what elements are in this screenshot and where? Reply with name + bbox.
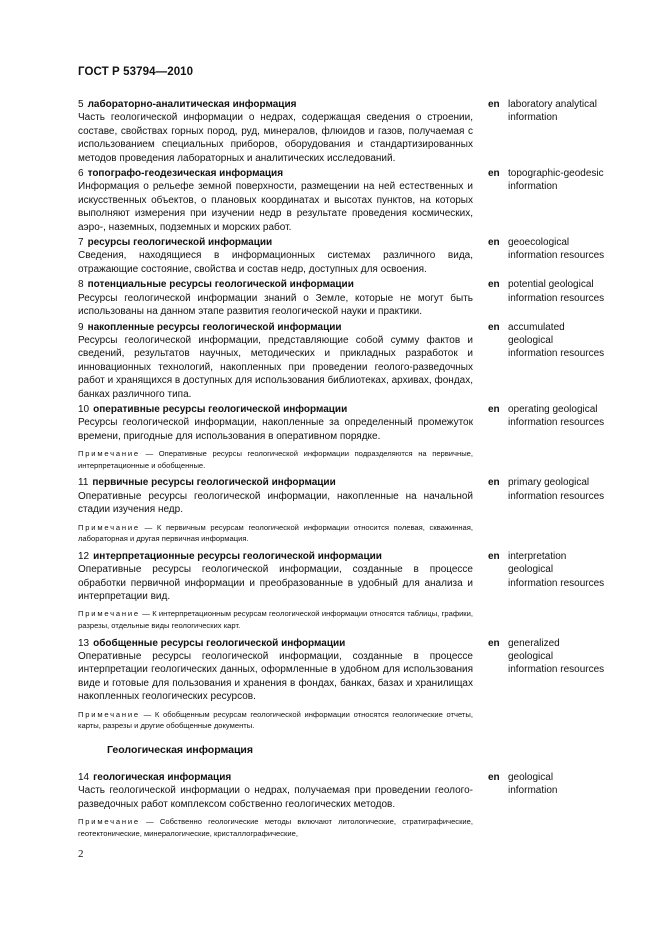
- note-dash: —: [139, 522, 157, 532]
- english-equivalent: [488, 403, 653, 430]
- equivalent-line: [488, 771, 653, 784]
- term-name: оперативные ресурсы геологической информации: [93, 403, 348, 415]
- note-label: Примечание: [78, 817, 140, 826]
- equivalent-text: geological: [508, 334, 554, 346]
- term-definition: Ресурсы геологической информации знаний о Земле, которые не могут быть использованы на данном этапе развития геологической науки и практики.: [78, 292, 473, 318]
- english-equivalent: [488, 321, 653, 361]
- language-code: en: [488, 477, 500, 489]
- term-definition: Часть геологической информации о недрах, содержащая сведения о строении, составе, свойствах горных пород, руд, минералов, флюидов и газов, получаемая с использованием специальных приборов, оборудования и стандартизированных методов проведения лабораторных и аналитических исследований.: [78, 112, 473, 164]
- term-list: [78, 98, 638, 732]
- equivalent-line: [488, 167, 653, 180]
- english-equivalent: [488, 476, 653, 503]
- term-definition: Часть геологической информации о недрах, получаемая при проведении геолого-разведочных работ комплексом собственно геологических методов.: [78, 785, 473, 810]
- equivalent-line: [488, 236, 653, 249]
- equivalent-line: [488, 403, 653, 416]
- equivalent-text: geological: [508, 650, 554, 662]
- term-heading: [78, 550, 473, 563]
- note-text: К интерпретационным ресурсам геологической информации относятся таблицы, графики, разрезы, отдельные виды геологических карт.: [78, 609, 473, 630]
- note-dash: —: [139, 709, 155, 719]
- equivalent-line: [488, 637, 653, 650]
- term-body: [78, 278, 473, 318]
- english-equivalent: [488, 637, 653, 677]
- term-heading: [78, 321, 473, 334]
- equivalent-text: information: [508, 181, 558, 193]
- language-code: en: [488, 403, 500, 415]
- equivalent-text: information resources: [508, 417, 605, 429]
- note-label: Примечание: [78, 522, 140, 532]
- equivalent-line: [488, 180, 653, 193]
- equivalent-line: [488, 550, 653, 563]
- term-body: [78, 98, 473, 165]
- english-equivalent: [488, 771, 653, 798]
- term-definition: Информация о рельефе земной поверхности, размещении на ней естественных и искусственных объектов, о плановых координатах и высотах пунктов, на которых выполняют измерения при изучении недр в результате проведения космических, аэро-, наземных, подземных и морских работ.: [78, 181, 473, 233]
- language-code: en: [488, 321, 500, 333]
- term-body: [78, 403, 473, 471]
- term-number: 12: [78, 550, 90, 562]
- equivalent-text: potential geological: [508, 279, 594, 291]
- term-name: лабораторно-аналитическая информация: [87, 99, 297, 110]
- note-text: К обобщенным ресурсам геологической информации относятся геологические отчеты, карты, разрезы и другие обобщенные документы.: [78, 709, 473, 731]
- equivalent-line: [488, 650, 653, 663]
- note-dash: —: [139, 817, 160, 826]
- equivalent-line: [488, 249, 653, 262]
- english-equivalent: [488, 167, 653, 194]
- term-name: накопленные ресурсы геологической информации: [87, 321, 342, 333]
- term-number: 8: [78, 279, 84, 291]
- equivalent-text: information resources: [508, 348, 605, 360]
- equivalent-text: geological: [508, 771, 554, 783]
- term-entry: [78, 236, 638, 276]
- term-definition: Ресурсы геологической информации, представляющие собой сумму фактов и сведений, результатов научных, методических и прикладных разработок и инновационных технологий, накопленных при проведении геолого-разведочных работ и хранящихся в доступных для использования библиотеках, архивах, фондах, банках различного типа.: [78, 334, 473, 400]
- term-note: [78, 608, 473, 631]
- term-definition: Ресурсы геологической информации, накопленные за определенный промежуток времени, пригодные для использования в оперативном порядке.: [78, 417, 473, 442]
- term-name: ресурсы геологической информации: [87, 237, 273, 249]
- term-name: геологическая информация: [93, 771, 232, 783]
- language-code: en: [488, 99, 500, 110]
- english-equivalent: [488, 236, 653, 263]
- term-body: [78, 637, 473, 732]
- section-heading: Геологическая информация: [107, 743, 254, 756]
- equivalent-text: topographic-geodesic: [508, 168, 604, 180]
- english-equivalent: [488, 278, 653, 305]
- term-entry: [78, 403, 638, 471]
- note-dash: —: [139, 449, 159, 459]
- equivalent-text: information resources: [508, 292, 605, 304]
- term-number: 13: [78, 637, 90, 649]
- equivalent-line: [488, 577, 653, 590]
- term-note: [78, 522, 473, 545]
- term-note: [78, 448, 473, 471]
- equivalent-line: [488, 490, 653, 503]
- language-code: en: [488, 637, 500, 649]
- equivalent-line: [488, 663, 653, 676]
- equivalent-text: information: [508, 112, 558, 124]
- document-header: ГОСТ Р 53794—2010: [78, 66, 194, 78]
- equivalent-line: [488, 563, 653, 576]
- english-equivalent: [488, 98, 653, 125]
- term-heading: [78, 771, 473, 784]
- term-entry: [78, 167, 638, 234]
- term-number: 11: [78, 477, 89, 489]
- term-entry: [78, 278, 638, 318]
- equivalent-line: [488, 98, 653, 111]
- equivalent-line: [488, 347, 653, 360]
- equivalent-text: geological: [508, 564, 554, 576]
- term-body: [78, 167, 473, 234]
- term-entry: [78, 637, 638, 732]
- term-number: 14: [78, 771, 90, 783]
- equivalent-line: [488, 476, 653, 489]
- equivalent-text: primary geological: [508, 477, 590, 489]
- language-code: en: [488, 279, 500, 291]
- term-entry: [78, 550, 638, 632]
- term-name: потенциальные ресурсы геологической информации: [87, 279, 354, 291]
- note-label: Примечание: [78, 449, 140, 459]
- term-entry: [78, 98, 638, 165]
- term-definition: Сведения, находящиеся в информационных системах различного вида, отражающие состояние, свойства и состав недр, доступных для освоения.: [78, 250, 473, 275]
- equivalent-text: laboratory analytical: [508, 99, 597, 110]
- note-label: Примечание: [78, 709, 140, 719]
- equivalent-text: generalized: [508, 637, 560, 649]
- equivalent-line: [488, 784, 653, 797]
- equivalent-line: [488, 111, 653, 124]
- term-name: первичные ресурсы геологической информации: [92, 477, 336, 489]
- term-body: [78, 321, 473, 401]
- note-text: Собственно геологические методы включают литологические, стратиграфические, геотектонические, минералогические, кристаллографические,: [78, 817, 473, 838]
- language-code: en: [488, 168, 500, 180]
- term-body: [78, 236, 473, 276]
- equivalent-text: information resources: [508, 490, 605, 502]
- term-name: интерпретационные ресурсы геологической информации: [93, 550, 382, 562]
- term-heading: [78, 236, 473, 249]
- term-note: [78, 816, 473, 839]
- equivalent-text: information resources: [508, 250, 605, 262]
- term-entry: [78, 321, 638, 401]
- equivalent-text: information resources: [508, 577, 605, 589]
- term-number: 6: [78, 168, 84, 180]
- term-name: обобщенные ресурсы геологической информации: [93, 637, 346, 649]
- term-list-geological: [78, 771, 638, 839]
- equivalent-text: accumulated: [508, 321, 565, 333]
- equivalent-text: geoecological: [508, 237, 570, 249]
- term-heading: [78, 278, 473, 291]
- term-body: [78, 550, 473, 632]
- term-entries: [78, 98, 638, 844]
- equivalent-line: [488, 334, 653, 347]
- term-number: 10: [78, 403, 90, 415]
- equivalent-line: [488, 321, 653, 334]
- language-code: en: [488, 237, 500, 249]
- term-body: [78, 771, 473, 839]
- term-heading: [78, 476, 473, 489]
- equivalent-line: [488, 278, 653, 291]
- note-label: Примечание: [78, 609, 140, 619]
- term-body: [78, 476, 473, 544]
- term-definition: Оперативные ресурсы геологической информации, созданные в процессе интерпретации геологических данных, оформленные в удобном для использования виде и готовые для пользования и хранения в фондах, банках, базах и хранилищах накопленных геологических ресурсов.: [78, 650, 473, 703]
- term-definition: Оперативные ресурсы геологической информации, созданные в процессе обработки первичной информации и преобразованные в удобный для анализа и интерпретации вид.: [78, 564, 473, 602]
- equivalent-text: operating geological: [508, 403, 598, 415]
- language-code: en: [488, 550, 500, 562]
- term-entry: [78, 771, 638, 839]
- term-note: [78, 709, 473, 732]
- english-equivalent: [488, 550, 653, 590]
- note-dash: —: [139, 609, 153, 619]
- term-number: 7: [78, 237, 84, 249]
- page-number: 2: [78, 848, 84, 860]
- term-heading: [78, 98, 473, 111]
- term-number: 5: [78, 99, 84, 110]
- term-definition: Оперативные ресурсы геологической информации, накопленные на начальной стадии изучения недр.: [78, 490, 473, 516]
- equivalent-text: interpretation: [508, 550, 567, 562]
- language-code: en: [488, 771, 500, 783]
- equivalent-line: [488, 416, 653, 429]
- equivalent-text: information: [508, 785, 558, 797]
- term-number: 9: [78, 321, 84, 333]
- term-heading: [78, 637, 473, 650]
- term-entry: [78, 476, 638, 544]
- note-text: Оперативные ресурсы геологической информации подразделяются на первичные, интерпретационные и обобщенные.: [78, 449, 473, 470]
- term-name: топографо-геодезическая информация: [87, 168, 284, 180]
- term-heading: [78, 167, 473, 180]
- note-text: К первичным ресурсам геологической информации относится полевая, скважинная, лабораторная и другая первичная информация.: [78, 522, 473, 544]
- term-heading: [78, 403, 473, 416]
- equivalent-text: information resources: [508, 664, 605, 676]
- equivalent-line: [488, 292, 653, 305]
